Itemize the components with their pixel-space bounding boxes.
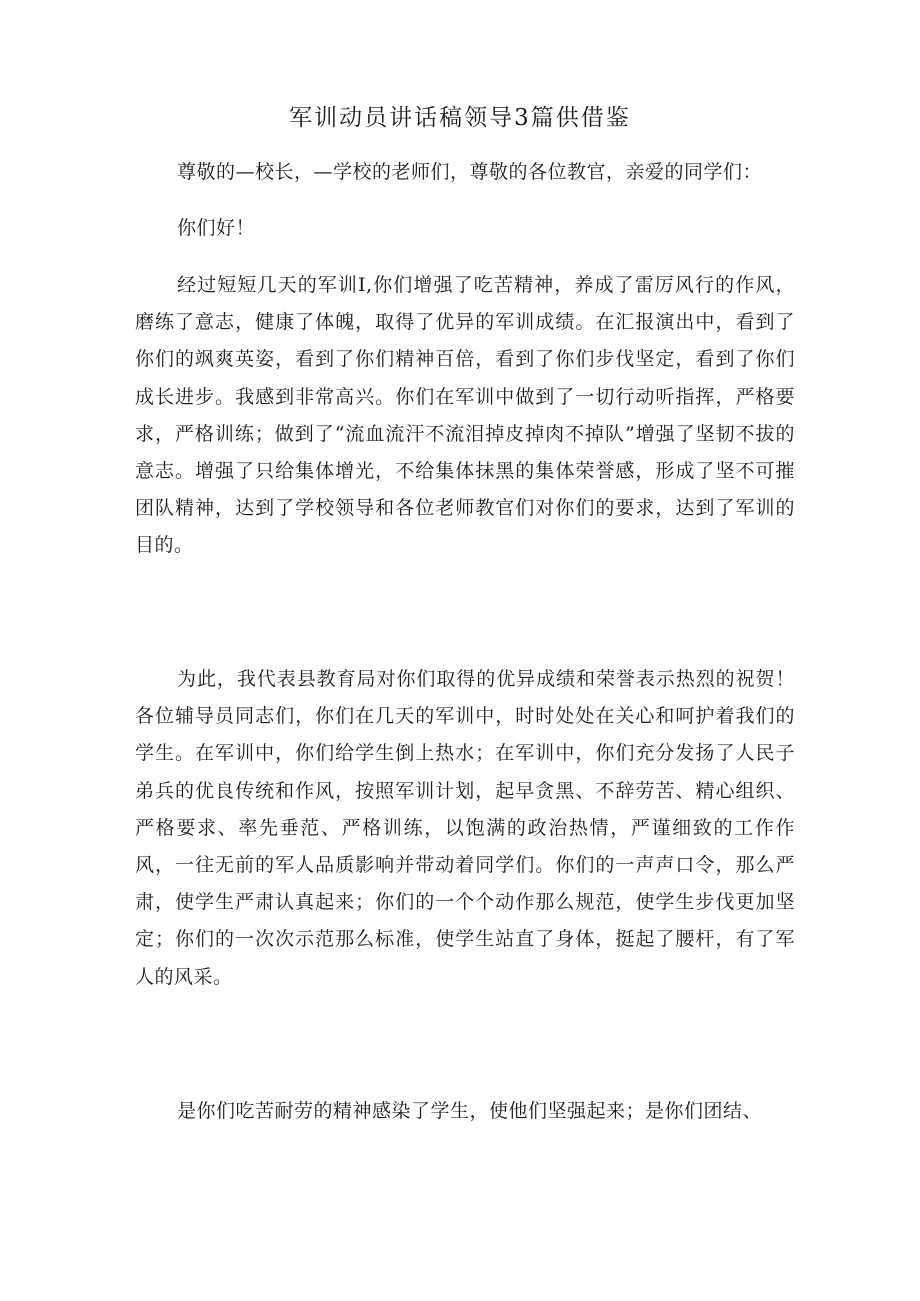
- document-title: 军训动员讲话稿领导3篇供借鉴: [289, 105, 631, 131]
- greeting-line: 尊敬的—校长，—学校的老师们，尊敬的各位教官，亲爱的同学们：: [177, 161, 763, 183]
- hello-line: 你们好！: [177, 217, 256, 239]
- paragraph: 为此，我代表县教育局对你们取得的优异成绩和荣誉表示热烈的祝贺！各位辅导员同志们，你们在几天的军训中，时时处处在关心和呵护着我们的学生。在军训中，你们给学生倒上热水；在军训中，你们充分发扬了人民子弟兵的优良传统和作风，按照军训计划，起早贪黑、不辞劳苦、精心组织、严格要求、率先垂范、严格训练，以饱满的政治热情，严谨细致的工作作风，一往无前的军人品质影响并带动着同学们。你们的一声声口令，那么严肃，使学生严肃认真起来；你们的一个个动作那么规范，使学生步伐更加坚定；你们的一次次示范那么标准，使学生站直了身体，挺起了腰杆，有了军人的风采。: [135, 668, 795, 988]
- paragraph: 是你们吃苦耐劳的精神感染了学生，使他们坚强起来；是你们团结、: [177, 1100, 763, 1122]
- paragraph: 经过短短几天的军训I,你们增强了吃苦精神，养成了雷厉风行的作风，磨练了意志，健康了体魄，取得了优异的军训成绩。在汇报演出中，看到了你们的飒爽英姿，看到了你们精神百倍，看到了你们步伐坚定，看到了你们成长进步。我感到非常高兴。你们在军训中做到了一切行动听指挥，严格要求，严格训练；做到了“流血流汗不流泪掉皮掉肉不掉队”增强了坚韧不拔的意志。增强了只给集体增光，不给集体抹黑的集体荣誉感，形成了坚不可摧团队精神，达到了学校领导和各位老师教官们对你们的要求，达到了军训的目的。: [135, 274, 795, 557]
